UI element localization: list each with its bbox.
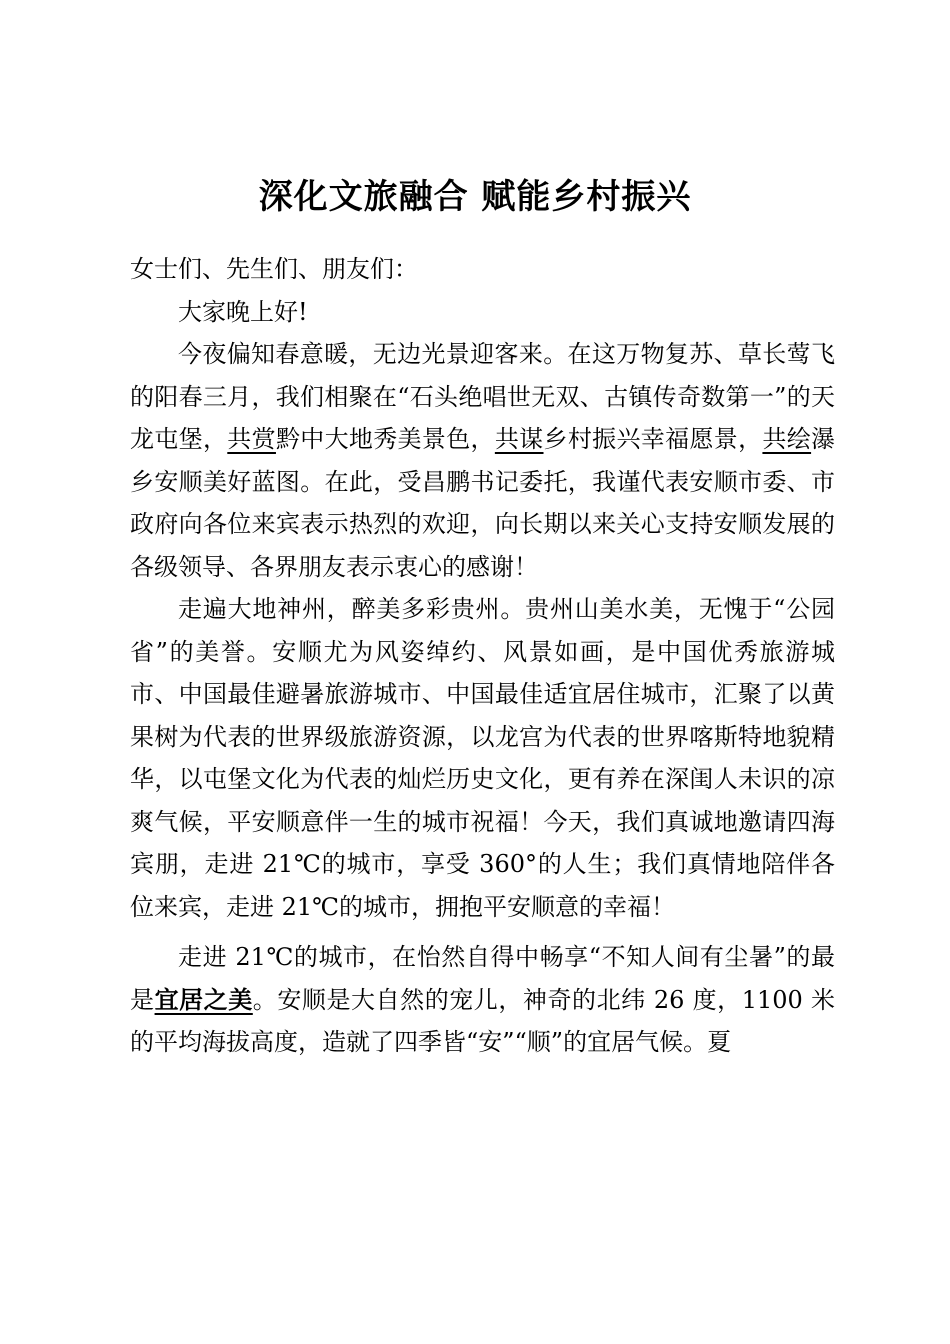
paragraph-welcome-text-c: 乡村振兴幸福愿景， — [543, 425, 763, 453]
greeting: 大家晚上好! — [178, 297, 308, 326]
salutation: 女士们、先生们、朋友们： — [130, 255, 418, 283]
underlined-gongmou: 共谋 — [494, 425, 544, 453]
underlined-gongshang: 共赏 — [227, 425, 276, 453]
document-title: 深化文旅融合 赋能乡村振兴 — [258, 177, 692, 217]
paragraph-livable-text-b: 。安顺是大自然的宠儿，神奇的北纬 26 度，1100 米的平均海拔高度，造就了四季皆“安”“顺”的宜居气候。夏 — [130, 985, 835, 1056]
paragraph-welcome — [130, 333, 835, 588]
paragraph-welcome-text-b: 黔中大地秀美景色， — [275, 425, 495, 453]
paragraph-welcome-text-d: 瀑乡安顺美好蓝图。在此，受昌鹏书记委托，我谨代表安顺市委、市政府向各位来宾表示热烈的欢迎，向长期以来关心支持安顺发展的各级领导、各界朋友表示衷心的感谢！ — [130, 425, 836, 581]
bold-livable-beauty: 宜居之美 — [154, 984, 253, 1014]
paragraph-welcome-text-a: 今夜偏知春意暖，无边光景迎客来。在这万物复苏、草长莺飞的阳春三月，我们相聚在“石头绝唱世无双、古镇传奇数第一”的天龙屯堡， — [130, 340, 835, 453]
document-body — [130, 248, 835, 1064]
paragraph-guizhou: 走遍大地神州，醉美多彩贵州。贵州山美水美，无愧于“公园省”的美誉。安顺尤为风姿绰约、风景如画，是中国优秀旅游城市、中国最佳避暑旅游城市、中国最佳适宜居住城市，汇聚了以黄果树为代表的世界级旅游资源，以龙宫为代表的世界喀斯特地貌精华，以屯堡文化为代表的灿烂历史文化，更有养在深闺人未识的凉爽气候，平安顺意伴一生的城市祝福！今天，我们真诚地邀请四海宾朋，走进 21℃的城市，享受 360°的人生；我们真情地陪伴各位来宾，走进 21℃的城市，拥抱平安顺意的幸福！ — [130, 595, 835, 921]
paragraph-livable — [130, 936, 835, 1064]
underlined-gonghui: 共绘 — [762, 425, 812, 453]
paragraph-livable-text-a: 走进 21℃的城市，在怡然自得中畅享“不知人间有尘暑”的最是 — [130, 943, 835, 1014]
